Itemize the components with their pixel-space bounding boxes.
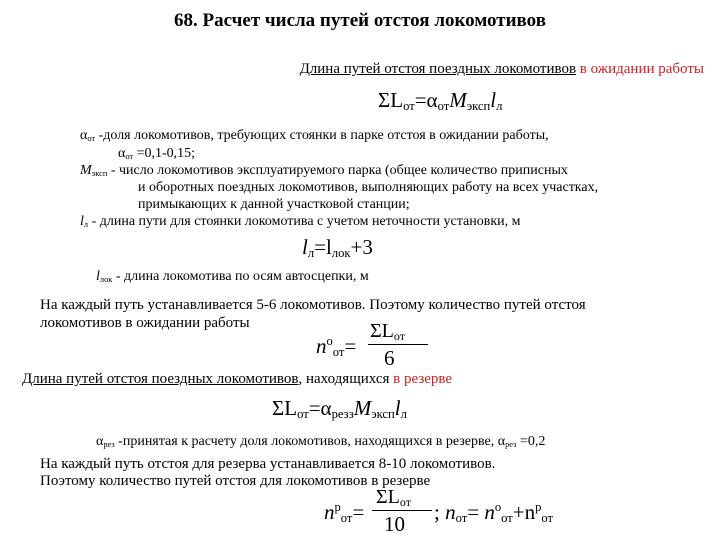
para2-line1: На каждый путь отстоя для резерва устанавливается 8-10 локомотивов. [40,456,496,472]
section1-heading: Длина путей отстоя поездных локомотивов в ожидании работы [299,61,704,77]
section2-heading: Длина путей отстоя поездных локомотивов, находящихся в резерве [22,371,453,387]
def-alpha-ot: $\alpha_{от}$ -доля локомотивов, требующих стоянки в парке отстоя в ожидании работы, [80,128,549,144]
formula-n-ot: $n^о_{от}=$ $\Sigma L_{от}$ 6 [316,322,436,370]
para1-line2: локомотивов в ожидании работы [40,315,250,331]
formula-ll: $l_л=l_{лок}+3$ [302,235,373,261]
para1-line1: На каждый путь устанавливается 5-6 локомотивов. Поэтому количество путей отстоя [40,297,586,313]
def-l-l: $l_л$ - длина пути для стоянки локомотива с учетом неточности установки, м [80,214,521,230]
def-alpha-rez: $\alpha_{рез}$ -принятая к расчету доля локомотивов, находящихся в резерве, $\alpha_{рез} =0,2$ [96,434,546,450]
def-m-eksp: $M_{эксп}$ - число локомотивов эксплуатируемого парка (общее количество приписных [80,163,568,179]
formula-n-ot-rez: $n^р_{от}=$ $\Sigma L_{от}$ 10 ; $n_{от}= n^о_{от}+n^р_{от}$ [324,486,554,536]
formula-lot-rez: $\Sigma L_{от}=\alpha_{резз}M_{эксп}l_л$ [272,396,407,422]
def-alpha-ot-value: $\alpha_{от} =0,1-0,15$; [118,146,196,162]
def-l-lok: $l_{лок}$ - длина локомотива по осям автосцепки, м [96,269,369,285]
def-m-eksp-cont2: примыкающих к данной участковой станции; [138,197,410,212]
def-m-eksp-cont1: и оборотных поездных локомотивов, выполняющих работу на всех участках, [138,180,599,195]
page-title: 68. Расчет числа путей отстоя локомотивов [174,10,546,31]
para2-line2: Поэтому количество путей отстоя для локомотивов в резерве [40,473,431,489]
formula-lot: $\Sigma L_{от}=\alpha_{от}M_{эксп}l_л$ [378,88,503,114]
